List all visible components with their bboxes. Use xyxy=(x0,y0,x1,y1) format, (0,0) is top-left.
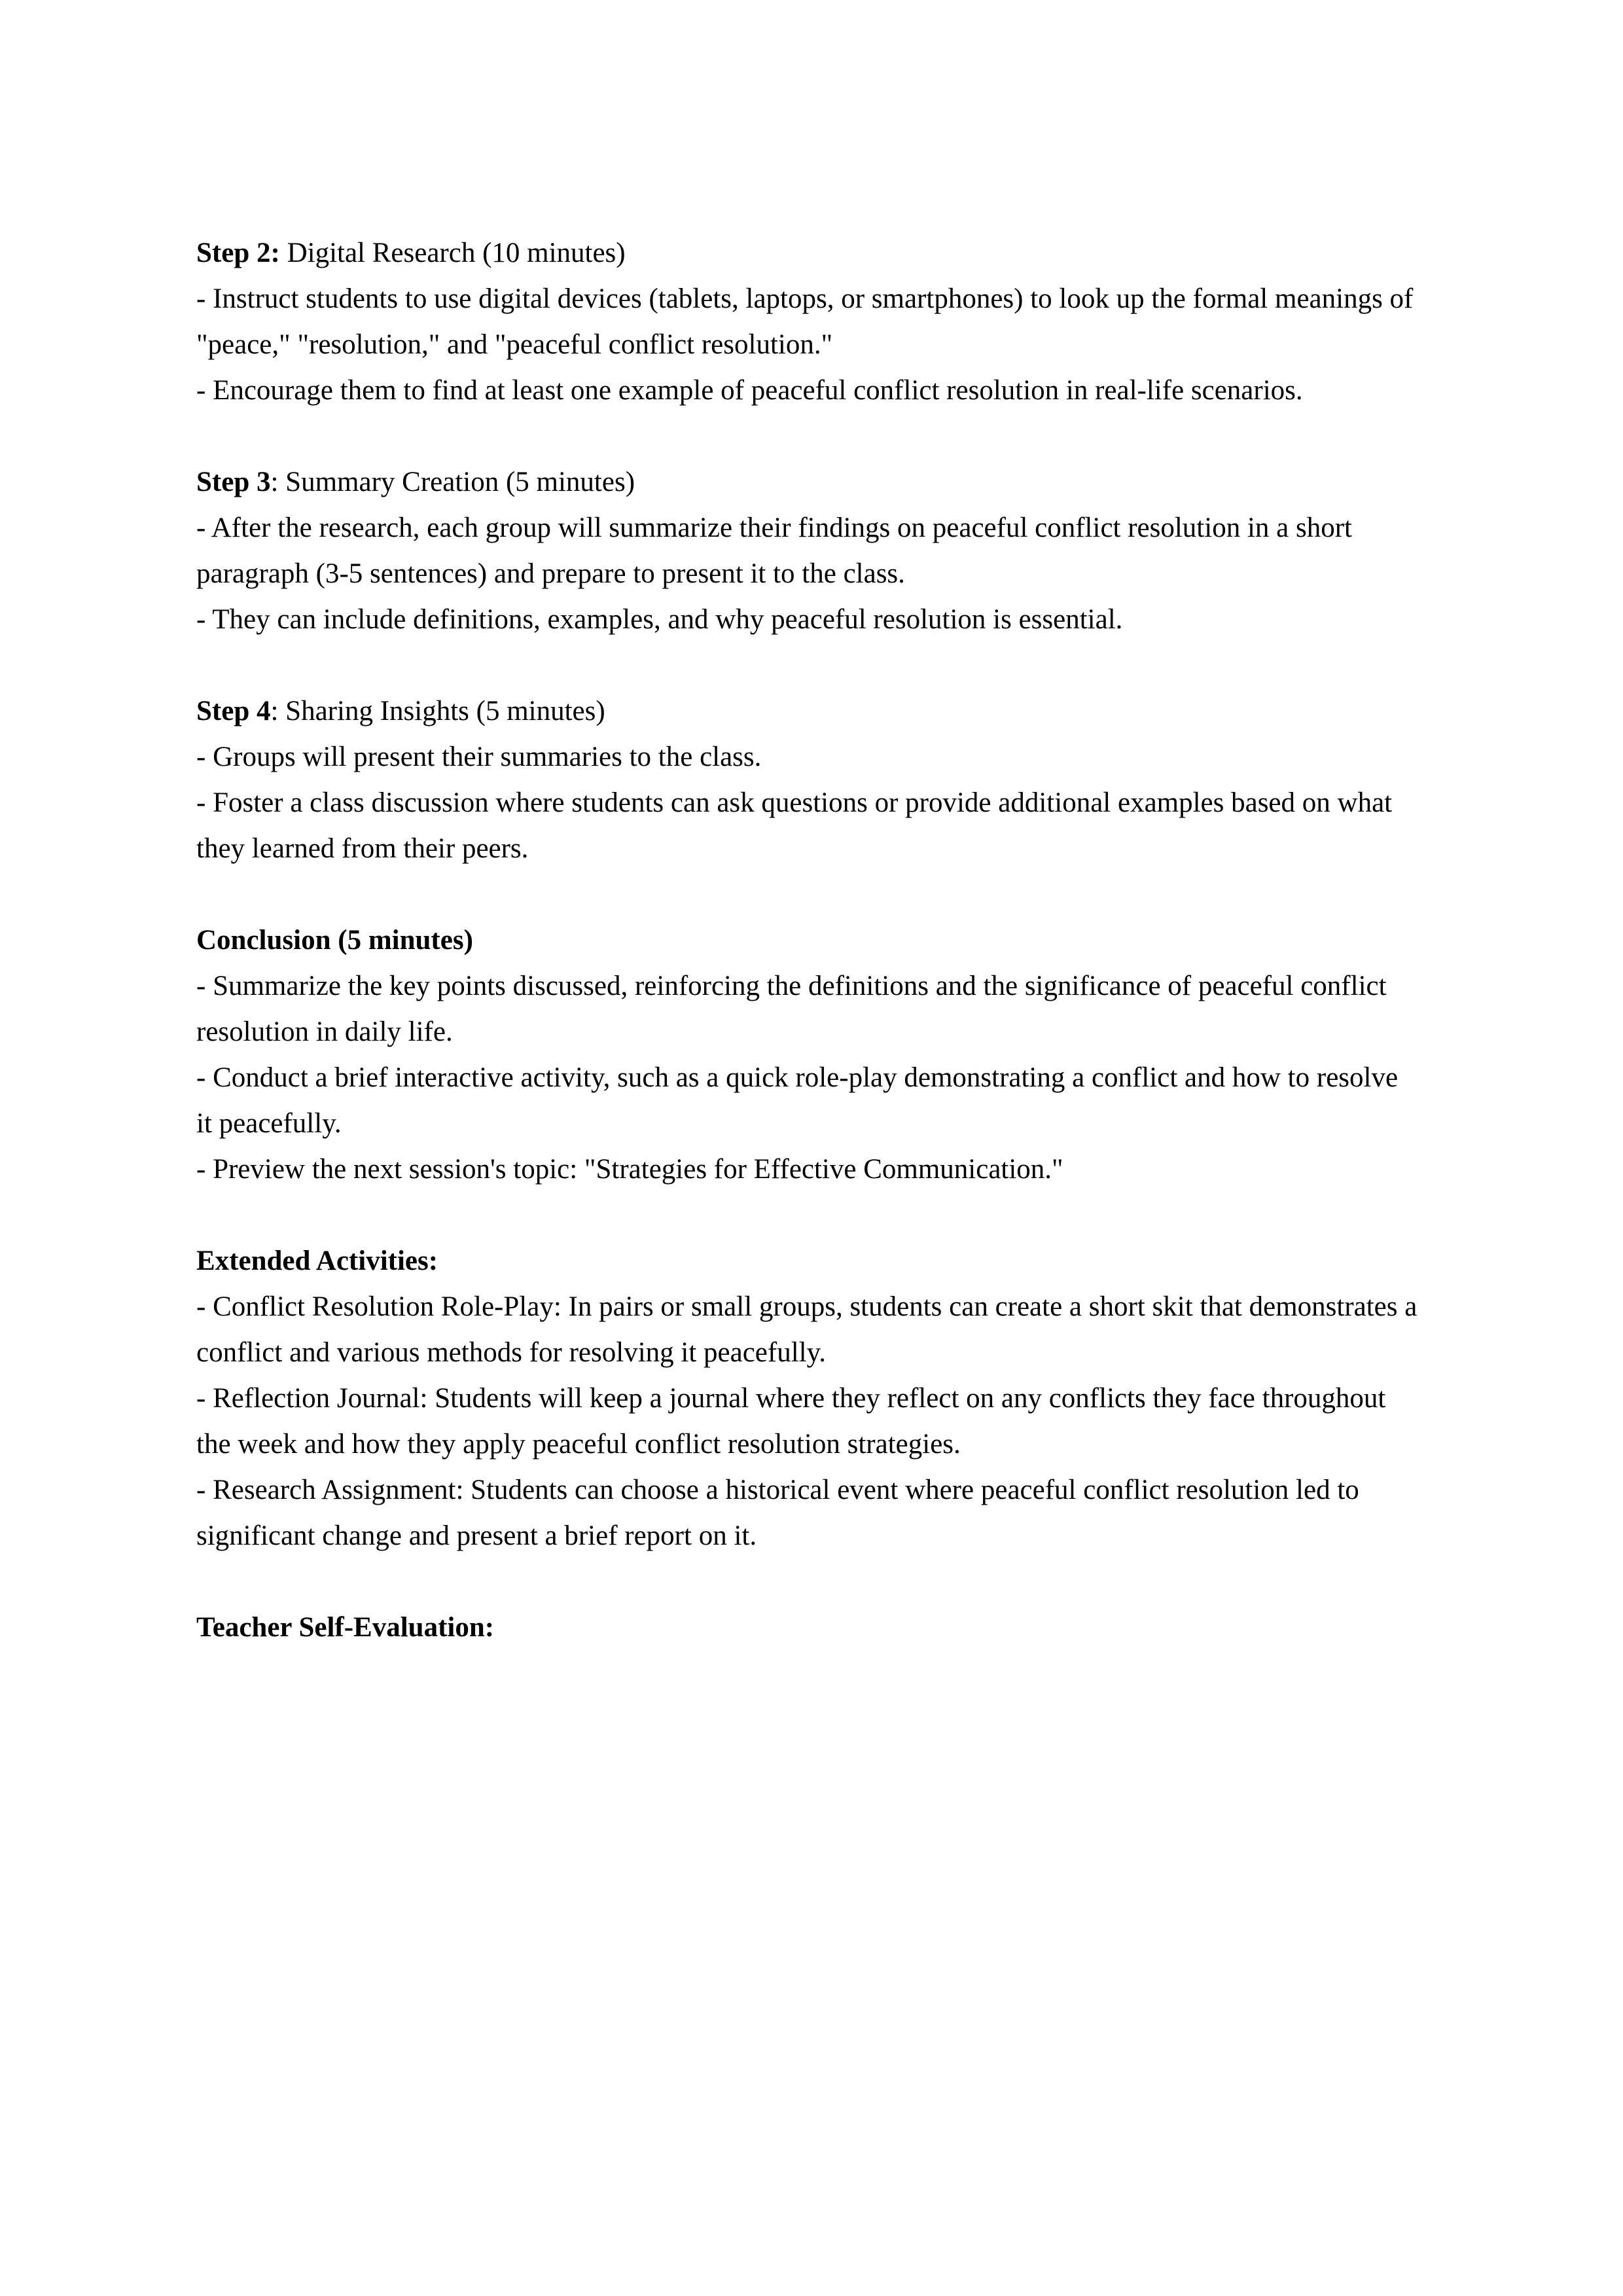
section-step-2 xyxy=(196,230,1420,414)
heading-regular-part: : Summary Creation (5 minutes) xyxy=(270,467,635,497)
section-teacher-self-evaluation xyxy=(196,1605,1420,1651)
body-paragraph: - Encourage them to find at least one example of peaceful conflict resolution in real-life scenarios. xyxy=(196,375,1303,406)
heading-bold-part: Teacher Self-Evaluation: xyxy=(196,1612,495,1643)
heading-regular-part: Digital Research (10 minutes) xyxy=(279,238,626,268)
section-extended-activities xyxy=(196,1238,1420,1559)
section-heading-extended-activities xyxy=(196,1238,1420,1284)
section-conclusion xyxy=(196,918,1420,1193)
body-paragraph: - Research Assignment: Students can choose a historical event where peaceful conflict resolution led to significant change and present a brief report on it. xyxy=(196,1475,1359,1551)
body-paragraph: - Conflict Resolution Role-Play: In pairs or small groups, students can create a short skit that demonstrates a conflict and various methods for resolving it peacefully. xyxy=(196,1291,1418,1368)
body-paragraph: - Reflection Journal: Students will keep a journal where they reflect on any conflicts they face throughout the week and how they apply peaceful conflict resolution strategies. xyxy=(196,1383,1386,1460)
section-heading-step-4 xyxy=(196,689,1420,734)
section-heading-teacher-self-evaluation xyxy=(196,1605,1420,1651)
section-step-3 xyxy=(196,459,1420,643)
heading-bold-part: Step 3 xyxy=(196,467,271,497)
heading-bold-part: Extended Activities: xyxy=(196,1246,438,1276)
section-step-4 xyxy=(196,689,1420,872)
body-paragraph: - Instruct students to use digital devices (tablets, laptops, or smartphones) to look up the formal meanings of "peace," "resolution," and "peaceful conflict resolution." xyxy=(196,283,1414,360)
body-paragraph: - Foster a class discussion where students can ask questions or provide additional examples based on what they learned from their peers. xyxy=(196,787,1393,864)
section-heading-conclusion xyxy=(196,918,1420,963)
body-paragraph: - Groups will present their summaries to the class. xyxy=(196,742,762,772)
body-paragraph: - Conduct a brief interactive activity, such as a quick role-play demonstrating a conflict and how to resolve it peacefully. xyxy=(196,1062,1399,1139)
heading-bold-part: Step 2: xyxy=(196,238,280,268)
section-heading-step-2 xyxy=(196,230,1420,276)
heading-bold-part: Conclusion (5 minutes) xyxy=(196,925,473,956)
body-paragraph: - After the research, each group will summarize their findings on peaceful conflict resolution in a short paragraph (3-5 sentences) and prepare to present it to the class. xyxy=(196,512,1352,589)
document-body xyxy=(196,230,1420,1651)
heading-bold-part: Step 4 xyxy=(196,696,271,726)
section-heading-step-3 xyxy=(196,459,1420,505)
heading-regular-part: : Sharing Insights (5 minutes) xyxy=(270,696,605,726)
body-paragraph: - They can include definitions, examples, and why peaceful resolution is essential. xyxy=(196,604,1123,635)
body-paragraph: - Preview the next session's topic: "Strategies for Effective Communication." xyxy=(196,1154,1063,1185)
body-paragraph: - Summarize the key points discussed, reinforcing the definitions and the significance of peaceful conflict resolution in daily life. xyxy=(196,971,1387,1047)
